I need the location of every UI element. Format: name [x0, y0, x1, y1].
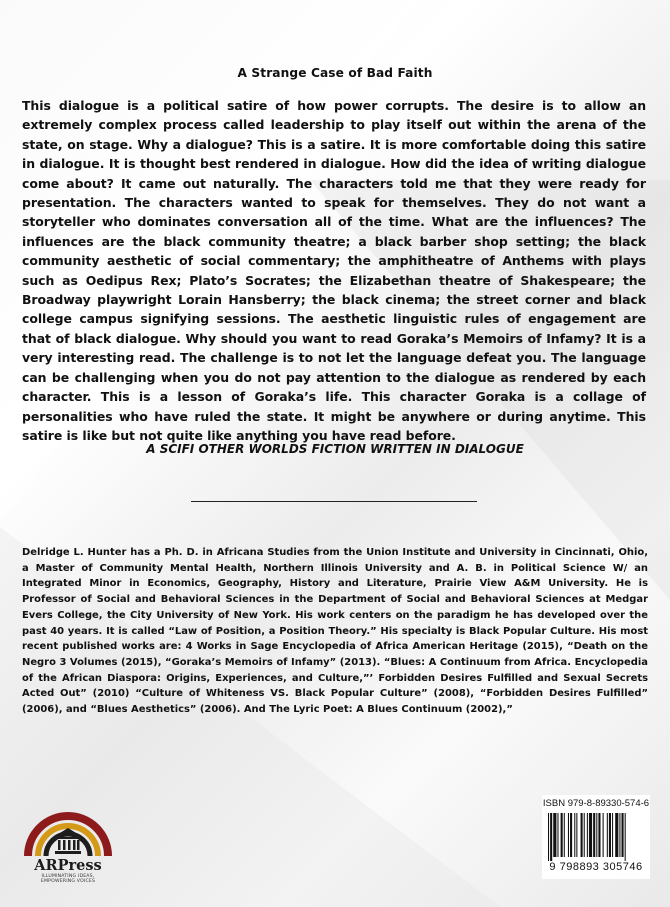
publisher-logo [22, 794, 114, 890]
isbn-label: ISBN 979-8-89330-574-6 [542, 798, 650, 809]
publisher-name: ARPress [34, 857, 102, 874]
book-title: A Strange Case of Bad Faith [237, 66, 433, 80]
barcode-bars [546, 813, 646, 861]
author-bio: Delridge L. Hunter has a Ph. D. in Africana Studies from the Union Institute and University in Cincinnati, Ohio, a Master of Community Mental Health, Northern Illinois University and A. B. in Political Science W/ an Integrated Minor in Economics, Geography, History and Literature, Prairie View A&M University. He is Professor of Social and Behavioral Sciences in the Department of Social and Behavioral Sciences at Medgar Evers College, the City University of New York. His work centers on the paradigm he has developed over the past 40 years. It is called “Law of Position, a Position Theory.” His specialty is Black Popular Culture. His most recent published works are: 4 Works in Sage Encyclopedia of Africa American Heritage (2015), “Death on the Negro 3 Volumes (2015), “Goraka’s Memoirs of Infamy” (2013). “Blues: A Continuum from Africa. Encyclopedia of the African Diaspora: Origins, Experiences, and Culture,”’ Forbidden Desires Fulfilled and Sexual Secrets Acted Out” (2010) “Culture of Whiteness VS. Black Popular Culture” (2008), “Forbidden Desires Fulfilled” (2006), and “Blues Aesthetics” (2006). And The Lyric Poet: A Blues Continuum (2002),” [22, 547, 648, 716]
book-description: This dialogue is a political satire of how power corrupts. The desire is to allow an extremely complex process called leadership to play itself out within the arena of the state, on stage. Why a dialogue? This is a satire. It is more comfortable doing this satire in dialogue. It is thought best rendered in dialogue. How did the idea of writing dialogue come about? It came out naturally. The characters told me that they were ready for presentation. The characters wanted to speak for themselves. They do not want a storyteller who dominates conversation all of the time. What are the influences? The influences are the black community theatre; a black barber shop setting; the black community aesthetic of social commentary; the amphitheatre of Anthems with plays such as Oedipus Rex; Plato’s Socrates; the Elizabethan theatre of Shakespeare; the Broadway playwright Lorain Hansberry; the black cinema; the street corner and black college campus signifying sessions. The aesthetic linguistic rules of engagement are that of black dialogue. Why should you want to read Goraka’s Memoirs of Infamy? It is a very interesting read. The challenge is to not let the language defeat you. The language can be challenging when you do not pay attention to the dialogue as rendered by each character. This is a lesson of Goraka’s life. This character Goraka is a collage of personalities who have ruled the state. It might be anywhere or during anytime. This satire is like but not quite like anything you have read before. [22, 98, 646, 443]
genre-tagline: A SCIFI OTHER WORLDS FICTION WRITTEN IN DIALOGUE [146, 442, 524, 456]
publisher-tagline: ILLUMINATING IDEAS, EMPOWERING VOICES [40, 874, 96, 884]
barcode-digits: 9 798893 305746 [549, 861, 643, 873]
divider-line [191, 501, 477, 502]
isbn-barcode [542, 795, 650, 879]
publisher-emblem-icon [22, 794, 114, 858]
